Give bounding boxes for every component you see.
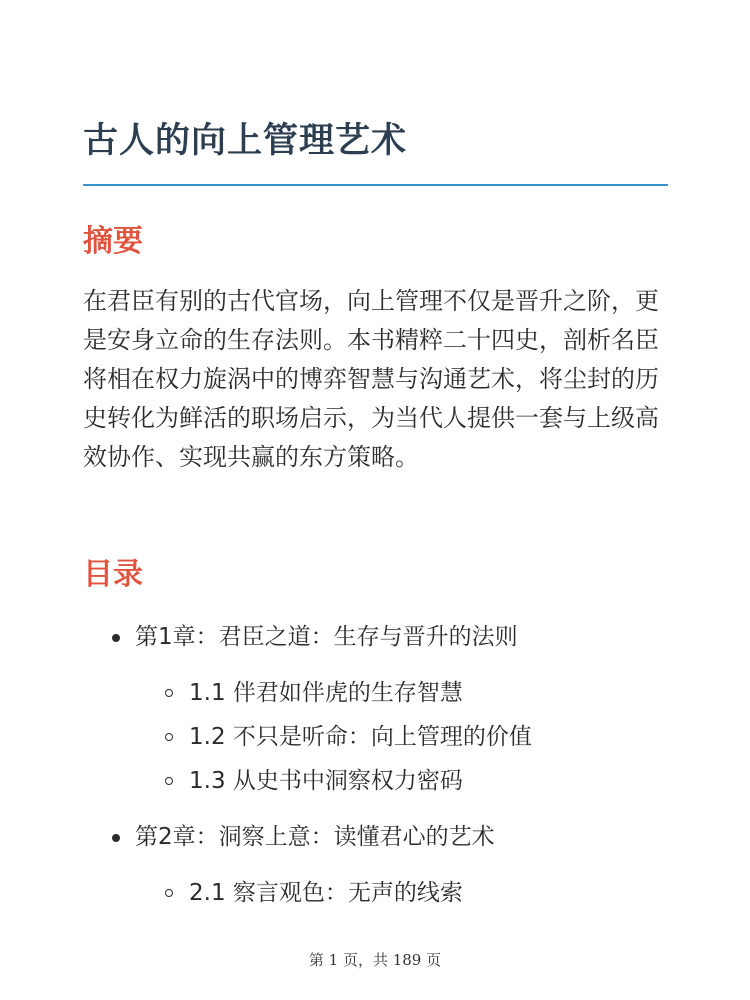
toc-item-label: 1.2 不只是听命：向上管理的价值 <box>189 724 532 750</box>
hollow-bullet-icon <box>165 889 173 897</box>
toc-item-label: 2.1 察言观色：无声的线索 <box>189 880 463 906</box>
document-title: 古人的向上管理艺术 <box>83 121 408 161</box>
filled-bullet-icon <box>112 834 120 842</box>
hollow-bullet-icon <box>165 689 173 697</box>
toc-item-label: 第1章：君臣之道：生存与晋升的法则 <box>135 624 518 650</box>
toc-chapter-1[interactable] <box>135 621 518 653</box>
toc-item-label: 1.3 从史书中洞察权力密码 <box>189 768 463 794</box>
toc-section-1-3[interactable] <box>189 765 463 797</box>
abstract-heading: 摘要 <box>83 224 143 259</box>
toc-heading: 目录 <box>83 557 143 592</box>
title-divider <box>83 184 668 186</box>
hollow-bullet-icon <box>165 777 173 785</box>
abstract-body: 在君臣有别的古代官场，向上管理不仅是晋升之阶，更是安身立命的生存法则。本书精粹二十四史，剖析名臣将相在权力旋涡中的博弈智慧与沟通艺术，将尘封的历史转化为鲜活的职场启示，为当代人提供一套与上级高效协作、实现共赢的东方策略。 <box>83 287 659 471</box>
hollow-bullet-icon <box>165 733 173 741</box>
toc-chapter-2[interactable] <box>135 821 495 853</box>
toc-section-2-1[interactable] <box>189 877 463 909</box>
page-footer: 第 1 页，共 189 页 <box>308 951 442 969</box>
toc-item-label: 第2章：洞察上意：读懂君心的艺术 <box>135 824 495 850</box>
toc-section-1-1[interactable] <box>189 677 463 709</box>
toc-item-label: 1.1 伴君如伴虎的生存智慧 <box>189 680 463 706</box>
toc-section-1-2[interactable] <box>189 721 532 753</box>
filled-bullet-icon <box>112 634 120 642</box>
